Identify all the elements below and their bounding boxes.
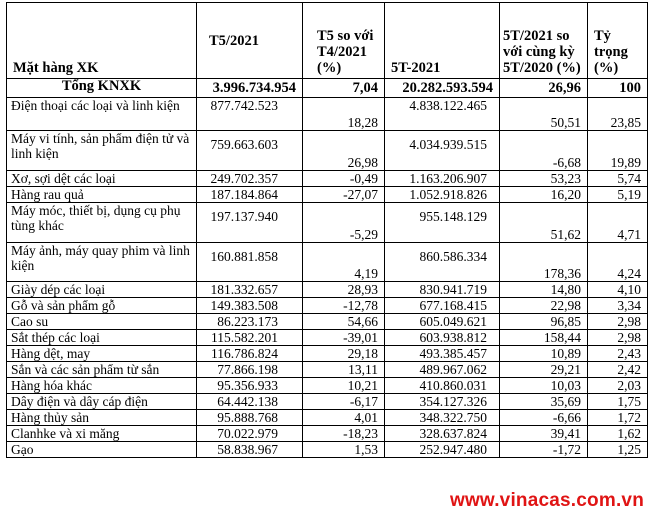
total-row: [7, 79, 648, 98]
row-share: 23,85: [588, 98, 648, 131]
row-share: 5,19: [588, 187, 648, 203]
row-t5: 64.442.138: [197, 394, 303, 410]
row-share: 4,71: [588, 203, 648, 243]
row-t5: 58.838.967: [197, 442, 303, 458]
row-t5: 759.663.603: [197, 131, 303, 171]
row-share: 1,25: [588, 442, 648, 458]
header-t5-vs-t4: T5 so với T4/2021 (%): [303, 3, 385, 79]
row-name: Xơ, sợi dệt các loại: [7, 171, 197, 187]
row-share: 19,89: [588, 131, 648, 171]
row-ytd-vs-prev: 53,23: [500, 171, 588, 187]
row-t5-vs-t4: -6,17: [303, 394, 385, 410]
row-ytd: 252.947.480: [385, 442, 500, 458]
table-row: [7, 362, 648, 378]
row-share: 4,10: [588, 282, 648, 298]
total-t5: 3.996.734.954: [197, 79, 303, 98]
total-share: 100: [588, 79, 648, 98]
row-name: Gạo: [7, 442, 197, 458]
row-t5-vs-t4: 13,11: [303, 362, 385, 378]
header-ytd-vs-prev: 5T/2021 so với cùng kỳ 5T/2020 (%): [500, 3, 588, 79]
row-t5-vs-t4: 28,93: [303, 282, 385, 298]
table-row: [7, 346, 648, 362]
row-share: 2,98: [588, 314, 648, 330]
row-ytd-vs-prev: 50,51: [500, 98, 588, 131]
row-share: 1,62: [588, 426, 648, 442]
row-ytd-vs-prev: 22,98: [500, 298, 588, 314]
table-row: [7, 442, 648, 458]
row-t5: 187.184.864: [197, 187, 303, 203]
row-share: 3,34: [588, 298, 648, 314]
row-t5: 116.786.824: [197, 346, 303, 362]
row-ytd: 1.163.206.907: [385, 171, 500, 187]
row-name: Clanhke và xi măng: [7, 426, 197, 442]
row-name: Máy ảnh, máy quay phim và linh kiện: [7, 243, 197, 282]
row-ytd-vs-prev: 16,20: [500, 187, 588, 203]
total-name: Tổng KNXK: [7, 79, 197, 98]
row-ytd: 489.967.062: [385, 362, 500, 378]
table-row: [7, 282, 648, 298]
row-ytd-vs-prev: -6,66: [500, 410, 588, 426]
header-item: Mặt hàng XK: [7, 3, 197, 79]
row-ytd-vs-prev: 29,21: [500, 362, 588, 378]
table-row: [7, 203, 648, 243]
row-t5: 77.866.198: [197, 362, 303, 378]
row-ytd-vs-prev: 10,89: [500, 346, 588, 362]
row-ytd: 1.052.918.826: [385, 187, 500, 203]
row-t5: 197.137.940: [197, 203, 303, 243]
row-t5-vs-t4: -18,23: [303, 426, 385, 442]
row-ytd: 4.034.939.515: [385, 131, 500, 171]
row-t5-vs-t4: -0,49: [303, 171, 385, 187]
table-row: [7, 394, 648, 410]
row-t5: 95.356.933: [197, 378, 303, 394]
row-t5: 70.022.979: [197, 426, 303, 442]
row-t5-vs-t4: 10,21: [303, 378, 385, 394]
table-row: [7, 298, 648, 314]
row-ytd-vs-prev: 35,69: [500, 394, 588, 410]
row-ytd: 677.168.415: [385, 298, 500, 314]
row-t5-vs-t4: -27,07: [303, 187, 385, 203]
row-name: Hàng dệt, may: [7, 346, 197, 362]
row-ytd-vs-prev: 96,85: [500, 314, 588, 330]
row-name: Sắt thép các loại: [7, 330, 197, 346]
site-watermark: www.vinacas.com.vn: [449, 490, 644, 511]
row-share: 5,74: [588, 171, 648, 187]
row-ytd-vs-prev: 158,44: [500, 330, 588, 346]
header-ytd: 5T-2021: [385, 3, 500, 79]
row-t5: 115.582.201: [197, 330, 303, 346]
row-share: 1,72: [588, 410, 648, 426]
row-name: Hàng thủy sản: [7, 410, 197, 426]
total-ytd: 20.282.593.594: [385, 79, 500, 98]
row-ytd: 328.637.824: [385, 426, 500, 442]
row-share: 1,75: [588, 394, 648, 410]
row-name: Hàng rau quả: [7, 187, 197, 203]
row-ytd-vs-prev: 178,36: [500, 243, 588, 282]
row-name: Máy vi tính, sản phẩm điện tử và linh kiện: [7, 131, 197, 171]
row-name: Sắn và các sản phẩm từ sắn: [7, 362, 197, 378]
row-t5: 249.702.357: [197, 171, 303, 187]
row-t5-vs-t4: -5,29: [303, 203, 385, 243]
header-share: Tỷ trọng (%): [588, 3, 648, 79]
row-ytd: 955.148.129: [385, 203, 500, 243]
table-row: [7, 378, 648, 394]
row-t5-vs-t4: 54,66: [303, 314, 385, 330]
row-t5-vs-t4: 18,28: [303, 98, 385, 131]
row-t5: 160.881.858: [197, 243, 303, 282]
row-ytd: 348.322.750: [385, 410, 500, 426]
row-t5-vs-t4: 26,98: [303, 131, 385, 171]
row-ytd-vs-prev: 14,80: [500, 282, 588, 298]
table-row: [7, 426, 648, 442]
row-t5-vs-t4: 4,19: [303, 243, 385, 282]
row-ytd: 410.860.031: [385, 378, 500, 394]
row-ytd: 603.938.812: [385, 330, 500, 346]
row-ytd: 493.385.457: [385, 346, 500, 362]
row-t5-vs-t4: 29,18: [303, 346, 385, 362]
table-row: [7, 98, 648, 131]
total-t5-vs-t4: 7,04: [303, 79, 385, 98]
table-row: [7, 330, 648, 346]
row-ytd: 354.127.326: [385, 394, 500, 410]
row-t5-vs-t4: 1,53: [303, 442, 385, 458]
row-ytd-vs-prev: -6,68: [500, 131, 588, 171]
row-ytd: 605.049.621: [385, 314, 500, 330]
row-share: 2,43: [588, 346, 648, 362]
export-table: [6, 2, 648, 458]
row-name: Dây điện và dây cáp điện: [7, 394, 197, 410]
table-row: [7, 410, 648, 426]
row-name: Hàng hóa khác: [7, 378, 197, 394]
row-name: Giày dép các loại: [7, 282, 197, 298]
row-name: Cao su: [7, 314, 197, 330]
row-name: Điện thoại các loại và linh kiện: [7, 98, 197, 131]
row-ytd: 4.838.122.465: [385, 98, 500, 131]
row-t5: 877.742.523: [197, 98, 303, 131]
row-ytd: 860.586.334: [385, 243, 500, 282]
row-name: Gỗ và sản phẩm gỗ: [7, 298, 197, 314]
table-row: [7, 314, 648, 330]
row-ytd-vs-prev: -1,72: [500, 442, 588, 458]
row-t5: 86.223.173: [197, 314, 303, 330]
table-row: [7, 171, 648, 187]
total-ytd-vs-prev: 26,96: [500, 79, 588, 98]
row-ytd-vs-prev: 39,41: [500, 426, 588, 442]
row-share: 4,24: [588, 243, 648, 282]
row-t5: 181.332.657: [197, 282, 303, 298]
row-share: 2,98: [588, 330, 648, 346]
row-ytd-vs-prev: 51,62: [500, 203, 588, 243]
row-t5: 149.383.508: [197, 298, 303, 314]
row-name: Máy móc, thiết bị, dụng cụ phụ tùng khác: [7, 203, 197, 243]
table-row: [7, 187, 648, 203]
row-t5: 95.888.768: [197, 410, 303, 426]
row-t5-vs-t4: -12,78: [303, 298, 385, 314]
row-ytd: 830.941.719: [385, 282, 500, 298]
row-share: 2,03: [588, 378, 648, 394]
row-t5-vs-t4: 4,01: [303, 410, 385, 426]
table-row: [7, 243, 648, 282]
row-share: 2,42: [588, 362, 648, 378]
row-t5-vs-t4: -39,01: [303, 330, 385, 346]
row-ytd-vs-prev: 10,03: [500, 378, 588, 394]
header-t5: T5/2021: [197, 3, 303, 79]
table-row: [7, 131, 648, 171]
